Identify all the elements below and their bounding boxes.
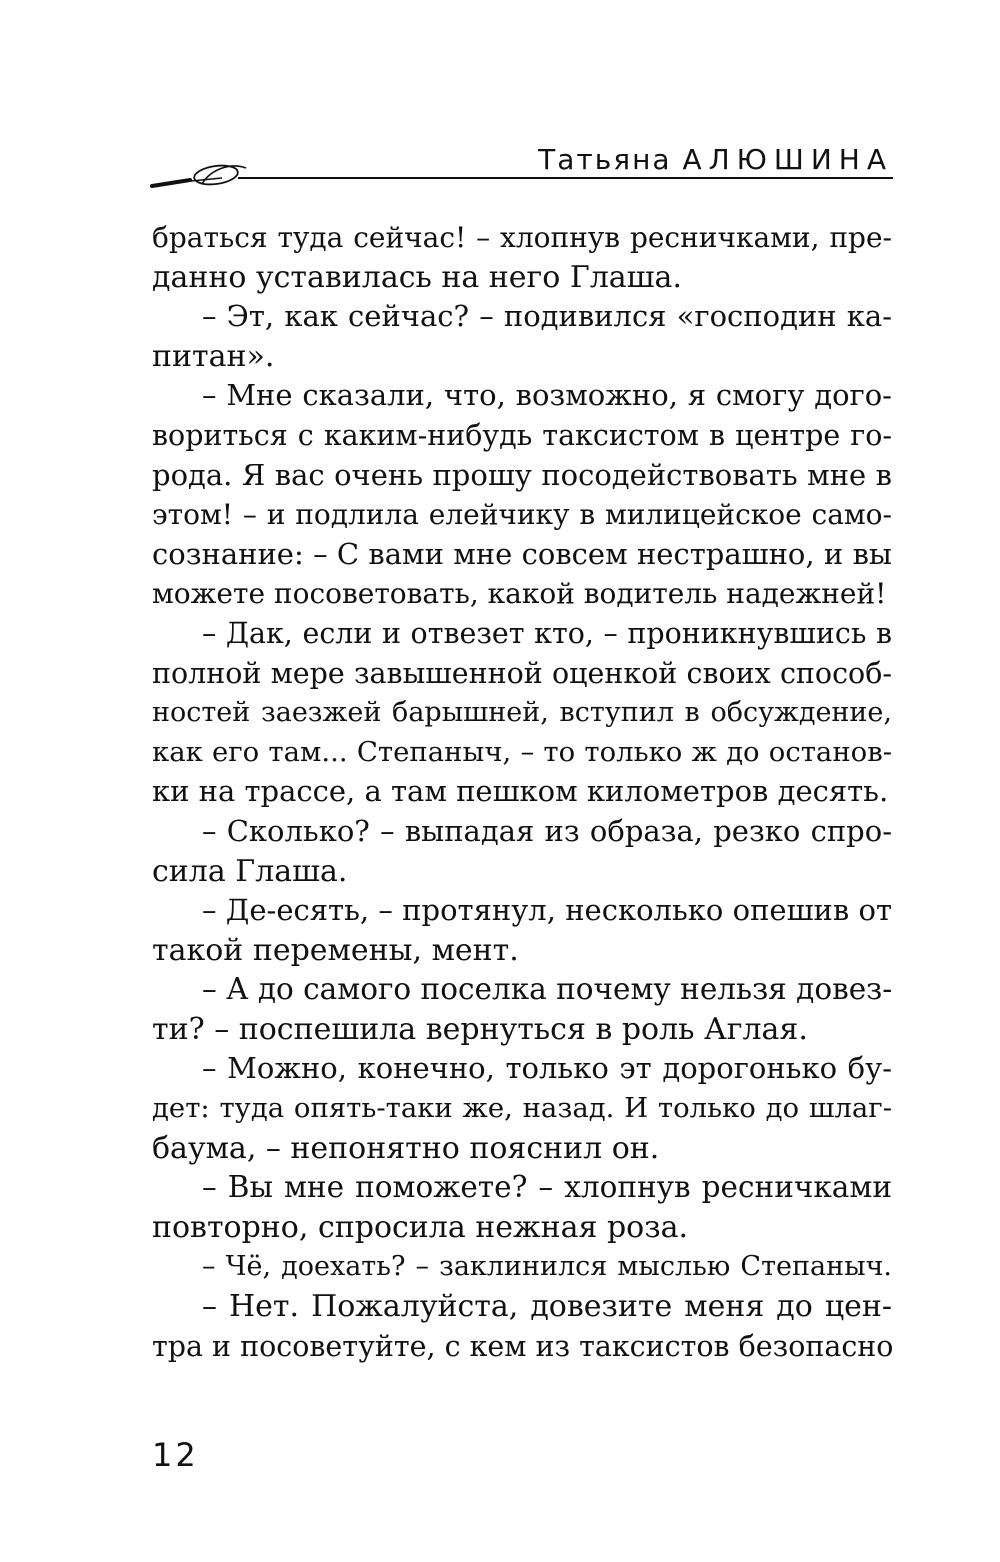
text-line: ностей заезжей барышней, вступил в обсуждение,	[152, 697, 892, 729]
text-line: сила Глаша.	[152, 853, 348, 889]
text-line: тра и посоветуйте, с кем из таксистов безопасно	[152, 1329, 894, 1363]
page-number: 12	[152, 1436, 199, 1474]
text-line: – Вы мне поможете? – хлопнув ресничками	[202, 1170, 892, 1205]
text-line: вориться с каким-нибудь таксистом в центре го-	[152, 418, 892, 452]
text-line: – Де-есять, – протянул, несколько опешив от	[202, 893, 892, 928]
text-line: баума, – непонятно пояснил он.	[152, 1130, 660, 1166]
author-last-name: АЛЮШИНА	[682, 143, 893, 176]
text-line: повторно, спросила нежная роза.	[152, 1209, 689, 1245]
text-line: – Чё, доехать? – заклинился мыслью Степаныч.	[202, 1251, 892, 1283]
text-line: питан».	[152, 338, 275, 374]
author-first-name: Татьяна	[538, 143, 672, 176]
body-text	[152, 218, 892, 1366]
pen-flourish-icon	[150, 156, 260, 190]
text-line: – Можно, конечно, только эт дорогонько бу-	[202, 1051, 892, 1086]
text-line: ти? – поспешила вернуться в роль Аглая.	[152, 1011, 808, 1047]
running-header	[150, 144, 893, 184]
text-line: такой перемены, мент.	[152, 932, 519, 968]
text-line: – Мне сказали, что, возможно, я смогу дого-	[202, 378, 892, 413]
text-line: – Сколько? – выпадая из образа, резко спро-	[202, 813, 892, 848]
text-line: – Дак, если и отвезет кто, – проникнувшись в	[202, 616, 892, 650]
text-line: браться туда сейчас! – хлопнув ресничками, пре-	[152, 221, 892, 254]
text-line: данно уставилась на него Глаша.	[152, 259, 682, 295]
text-line: рода. Я вас очень прошу посодействовать мне в	[152, 457, 892, 492]
text-line: дет: туда опять-таки же, назад. И только до шлаг-	[152, 1092, 892, 1125]
text-line: можете посоветовать, какой водитель надежней!	[152, 577, 887, 611]
text-line: сознание: – С вами мне совсем нестрашно, и вы	[152, 536, 892, 571]
running-header-author	[538, 144, 893, 176]
text-line: ки на трассе, а там пешком километров десять.	[152, 774, 889, 809]
text-line: – Нет. Пожалуйста, довезите меня до цен-	[202, 1289, 892, 1325]
text-line: – А до самого поселка почему нельзя довез-	[202, 972, 893, 1007]
header-rule	[238, 177, 893, 179]
text-line: этом! – и подлила елейчику в милицейское само-	[152, 498, 892, 532]
text-line: – Эт, как сейчас? – подивился «господин ка-	[202, 299, 892, 334]
text-line: полной мере завышенной оценкой своих способ-	[152, 656, 892, 690]
text-line: как его там... Степаныч, – то только ж до останов-	[152, 735, 892, 768]
